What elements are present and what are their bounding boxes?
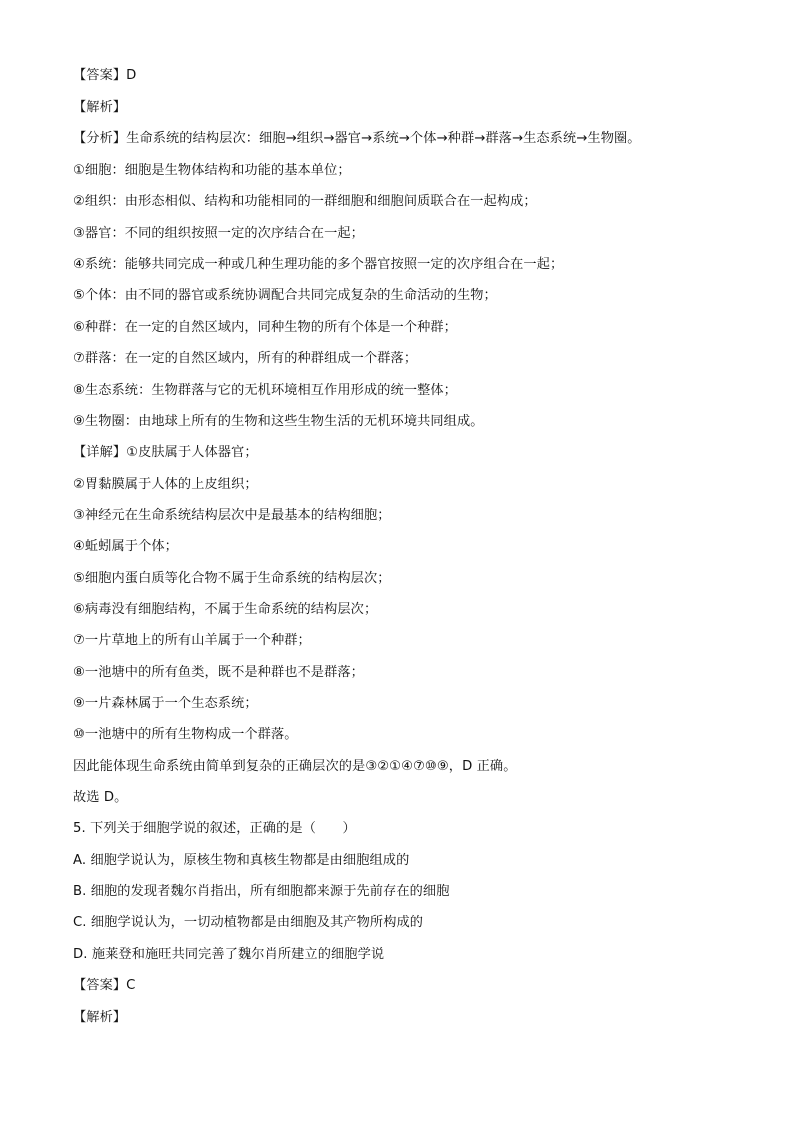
fenxi-line — [73, 129, 763, 149]
xiangjie-label: 【详解】 — [73, 445, 127, 460]
analysis-heading-1 — [73, 98, 763, 118]
detail-item: ⑧一池塘中的所有鱼类，既不是种群也不是群落； — [73, 665, 364, 680]
level-item: ⑤个体：由不同的器官或系统协调配合共同完成复杂的生命活动的生物； — [73, 288, 497, 303]
answer-label: 【答案】 — [73, 978, 127, 993]
answer-value: D — [126, 68, 137, 83]
analysis-label: 【解析】 — [73, 100, 127, 115]
analysis-label: 【解析】 — [73, 1010, 127, 1025]
answer-value: C — [126, 978, 136, 993]
option-a: A. 细胞学说认为，原核生物和真核生物都是由细胞组成的 — [73, 853, 410, 868]
answer-line-1 — [73, 66, 763, 86]
detail-item: ⑦一片草地上的所有山羊属于一个种群； — [73, 633, 311, 648]
xiangjie-first: ①皮肤属于人体器官； — [126, 445, 258, 460]
answer-label: 【答案】 — [73, 68, 127, 83]
option-d: D. 施莱登和施旺共同完善了魏尔肖所建立的细胞学说 — [73, 947, 385, 962]
detail-item: ②胃黏膜属于人体的上皮组织； — [73, 477, 258, 492]
option-b: B. 细胞的发现者魏尔肖指出，所有细胞都来源于先前存在的细胞 — [73, 884, 450, 899]
analysis-heading-2 — [73, 1008, 763, 1028]
level-item: ③器官：不同的组织按照一定的次序结合在一起； — [73, 226, 364, 241]
detail-item: ⑥病毒没有细胞结构，不属于生命系统的结构层次； — [73, 602, 378, 617]
level-item: ⑥种群：在一定的自然区域内，同种生物的所有个体是一个种群； — [73, 320, 457, 335]
detail-item: ⑩一池塘中的所有生物构成一个群落。 — [73, 727, 298, 742]
level-item: ②组织：由形态相似、结构和功能相同的一群细胞和细胞间质联合在一起构成； — [73, 194, 537, 209]
level-item: ⑧生态系统：生物群落与它的无机环境相互作用形成的统一整体； — [73, 383, 457, 398]
fenxi-label: 【分析】 — [73, 131, 127, 146]
conclusion-text: 因此能体现生命系统由简单到复杂的正确层次的是③②①④⑦⑩⑨，D 正确。 — [73, 759, 517, 774]
fenxi-text: 生命系统的结构层次：细胞→组织→器官→系统→个体→种群→群落→生态系统→生物圈。 — [126, 131, 641, 146]
choose-text: 故选 D。 — [73, 790, 128, 805]
detail-item: ④蚯蚓属于个体； — [73, 539, 178, 554]
level-item: ⑨生物圈：由地球上所有的生物和这些生物生活的无机环境共同组成。 — [73, 414, 484, 429]
detail-item: ⑨一片森林属于一个生态系统； — [73, 696, 258, 711]
answer-line-2 — [73, 976, 763, 996]
question-stem: 5. 下列关于细胞学说的叙述，正确的是（ ） — [73, 821, 356, 836]
level-item: ④系统：能够共同完成一种或几种生理功能的多个器官按照一定的次序组合在一起； — [73, 257, 564, 272]
xiangjie-line — [73, 443, 763, 463]
level-item: ⑦群落：在一定的自然区域内，所有的种群组成一个群落； — [73, 351, 418, 366]
detail-item: ⑤细胞内蛋白质等化合物不属于生命系统的结构层次； — [73, 571, 391, 586]
detail-item: ③神经元在生命系统结构层次中是最基本的结构细胞； — [73, 508, 391, 523]
option-c: C. 细胞学说认为，一切动植物都是由细胞及其产物所构成的 — [73, 915, 424, 930]
level-item: ①细胞：细胞是生物体结构和功能的基本单位； — [73, 163, 351, 178]
